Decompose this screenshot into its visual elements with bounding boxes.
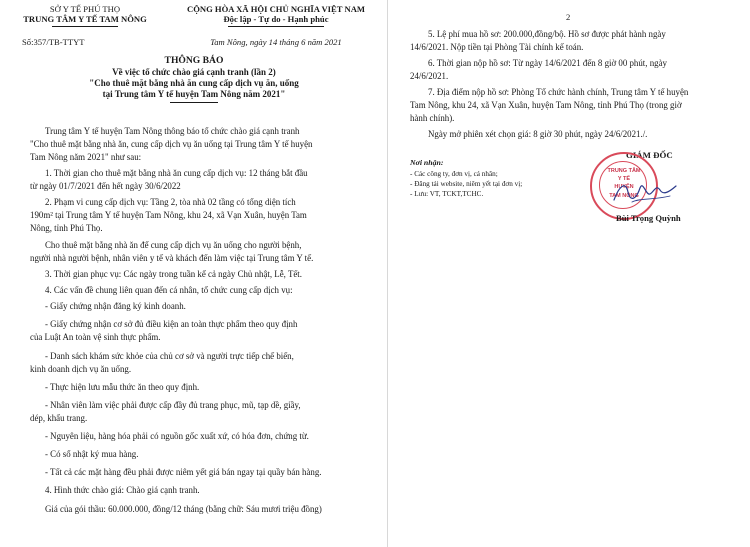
body-line: Ngày mở phiên xét chọn giá: 8 giờ 30 phút, ngày 24/6/2021./. xyxy=(428,129,648,139)
motto-underline xyxy=(228,26,324,27)
body-line: - Nguyên liệu, hàng hóa phải có nguồn gốc xuất xứ, có hóa đơn, chứng từ. xyxy=(45,431,309,441)
body-line: - Có sổ nhật ký mua hàng. xyxy=(45,449,139,459)
body-line: 24/6/2021. xyxy=(410,71,449,81)
recipient-item: - Lưu: VT, TCKT,TCHC. xyxy=(410,190,484,198)
signer-title: GIÁM ĐỐC xyxy=(626,150,673,160)
body-line: - Giấy chứng nhận cơ sở đủ điều kiện an toàn thực phẩm theo quy định xyxy=(45,319,298,329)
body-line: - Tất cả các mặt hàng đều phải được niêm yết giá bán ngay tại quầy bán hàng. xyxy=(45,467,322,477)
notice-heading: THÔNG BÁO xyxy=(164,55,224,66)
body-line: 14/6/2021. Nộp tiền tại Phòng Tài chính kế toán. xyxy=(410,42,584,52)
national-title: CỘNG HÒA XÃ HỘI CHỦ NGHĨA VIỆT NAM xyxy=(186,4,366,14)
notice-subject-2: "Cho thuê mặt bằng nhà ăn cung cấp dịch vụ ăn, uống xyxy=(89,78,299,88)
notice-subject-1: Về việc tổ chức chào giá cạnh tranh (lần 2) xyxy=(112,67,276,77)
body-line: - Thực hiện lưu mẫu thức ăn theo quy định. xyxy=(45,382,200,392)
signer-name: Bùi Trọng Quỳnh xyxy=(616,213,681,223)
org-name: TRUNG TÂM Y TẾ TAM NÔNG xyxy=(23,14,147,24)
stamp-text: Y TẾ xyxy=(617,176,631,182)
body-line: Giá của gói thầu: 60.000.000, đồng/12 tháng (bằng chữ: Sáu mươi triệu đồng) xyxy=(45,504,322,514)
body-line: 2. Phạm vi cung cấp dịch vụ: Tầng 2, tòa nhà 02 tầng có tổng diện tích xyxy=(45,197,296,207)
body-line: hành chính). xyxy=(410,113,455,123)
body-line: Tam Nông năm 2021" như sau: xyxy=(30,152,142,162)
body-line: 3. Thời gian phục vụ: Các ngày trong tuần kể cả ngày Chủ nhật, Lễ, Tết. xyxy=(45,269,302,279)
body-line: Nông, tỉnh Phú Thọ. xyxy=(30,223,103,233)
national-motto: Độc lập - Tự do - Hạnh phúc xyxy=(223,14,329,24)
document-number: Số:357/TB-TTYT xyxy=(22,37,85,47)
title-underline xyxy=(170,102,218,103)
body-line: - Giấy chứng nhận đăng ký kinh doanh. xyxy=(45,301,186,311)
body-line: Tam Nông, khu 24, xã Vạn Xuân, huyện Tam Nông, tỉnh Phú Thọ (trong giờ xyxy=(410,100,682,110)
stamp-text: TRUNG TÂM xyxy=(607,168,641,174)
document-page-2 xyxy=(388,0,750,547)
body-line: người nhà người bệnh, nhân viên y tế và khách đến làm việc tại Trung tâm Y tế. xyxy=(30,253,314,263)
body-line: Trung tâm Y tế huyện Tam Nông thông báo tổ chức chào giá cạnh tranh xyxy=(45,126,300,136)
recipient-item: - Các công ty, đơn vị, cá nhân; xyxy=(410,170,498,178)
stamp-text: TAM NÔNG xyxy=(609,193,639,199)
document-date: Tam Nông, ngày 14 tháng 6 năm 2021 xyxy=(210,37,342,47)
body-line: "Cho thuê mặt bằng nhà ăn, cung cấp dịch vụ ăn uống tại Trung tâm Y tế huyện xyxy=(30,139,313,149)
body-line: 1. Thời gian cho thuê mặt bằng nhà ăn cung cấp dịch vụ: 12 tháng bắt đầu xyxy=(45,168,308,178)
body-line: - Nhân viên làm việc phải được cấp đầy đủ trang phục, mũ, tạp dề, giầy, xyxy=(45,400,301,410)
body-line: 7. Địa điểm nộp hồ sơ: Phòng Tổ chức hành chính, Trung tâm Y tế huyện xyxy=(428,87,689,97)
stamp-text: HUYỆN xyxy=(614,184,634,190)
org-underline xyxy=(52,26,118,27)
body-line: 190m² tại Trung tâm Y tế huyện Tam Nông, khu 24, xã Vạn Xuân, huyện Tam xyxy=(30,210,307,220)
body-line: của Luật An toàn vệ sinh thực phẩm. xyxy=(30,332,161,342)
body-line: 4. Các vấn đề chung liên quan đến cá nhân, tổ chức cung cấp dịch vụ: xyxy=(45,285,293,295)
recipients-heading: Nơi nhận: xyxy=(410,158,444,167)
body-line: 5. Lệ phí mua hồ sơ: 200.000,đồng/bộ. Hồ sơ được phát hành ngày xyxy=(428,29,666,39)
body-line: 6. Thời gian nộp hồ sơ: Từ ngày 14/6/2021 đến 8 giờ 00 phút, ngày xyxy=(428,58,667,68)
body-line: từ ngày 01/7/2021 đến hết ngày 30/6/2022 xyxy=(30,181,181,191)
org-parent: SỞ Y TẾ PHÚ THỌ xyxy=(49,4,121,14)
body-line: - Danh sách khám sức khỏe của chủ cơ sở và người trực tiếp chế biến, xyxy=(45,351,294,361)
notice-subject-3: tại Trung tâm Y tế huyện Tam Nông năm 2021" xyxy=(102,89,286,99)
body-line: 4. Hình thức chào giá: Chào giá cạnh tranh. xyxy=(45,485,200,495)
signature xyxy=(610,178,680,208)
body-line: dép, khẩu trang. xyxy=(30,413,88,423)
recipient-item: - Đăng tải website, niêm yết tại đơn vị; xyxy=(410,180,523,188)
page-number: 2 xyxy=(566,12,571,22)
body-line: Cho thuê mặt bằng nhà ăn để cung cấp dịch vụ ăn uống cho người bệnh, xyxy=(45,240,302,250)
body-line: kinh doanh dịch vụ ăn uống. xyxy=(30,364,132,374)
